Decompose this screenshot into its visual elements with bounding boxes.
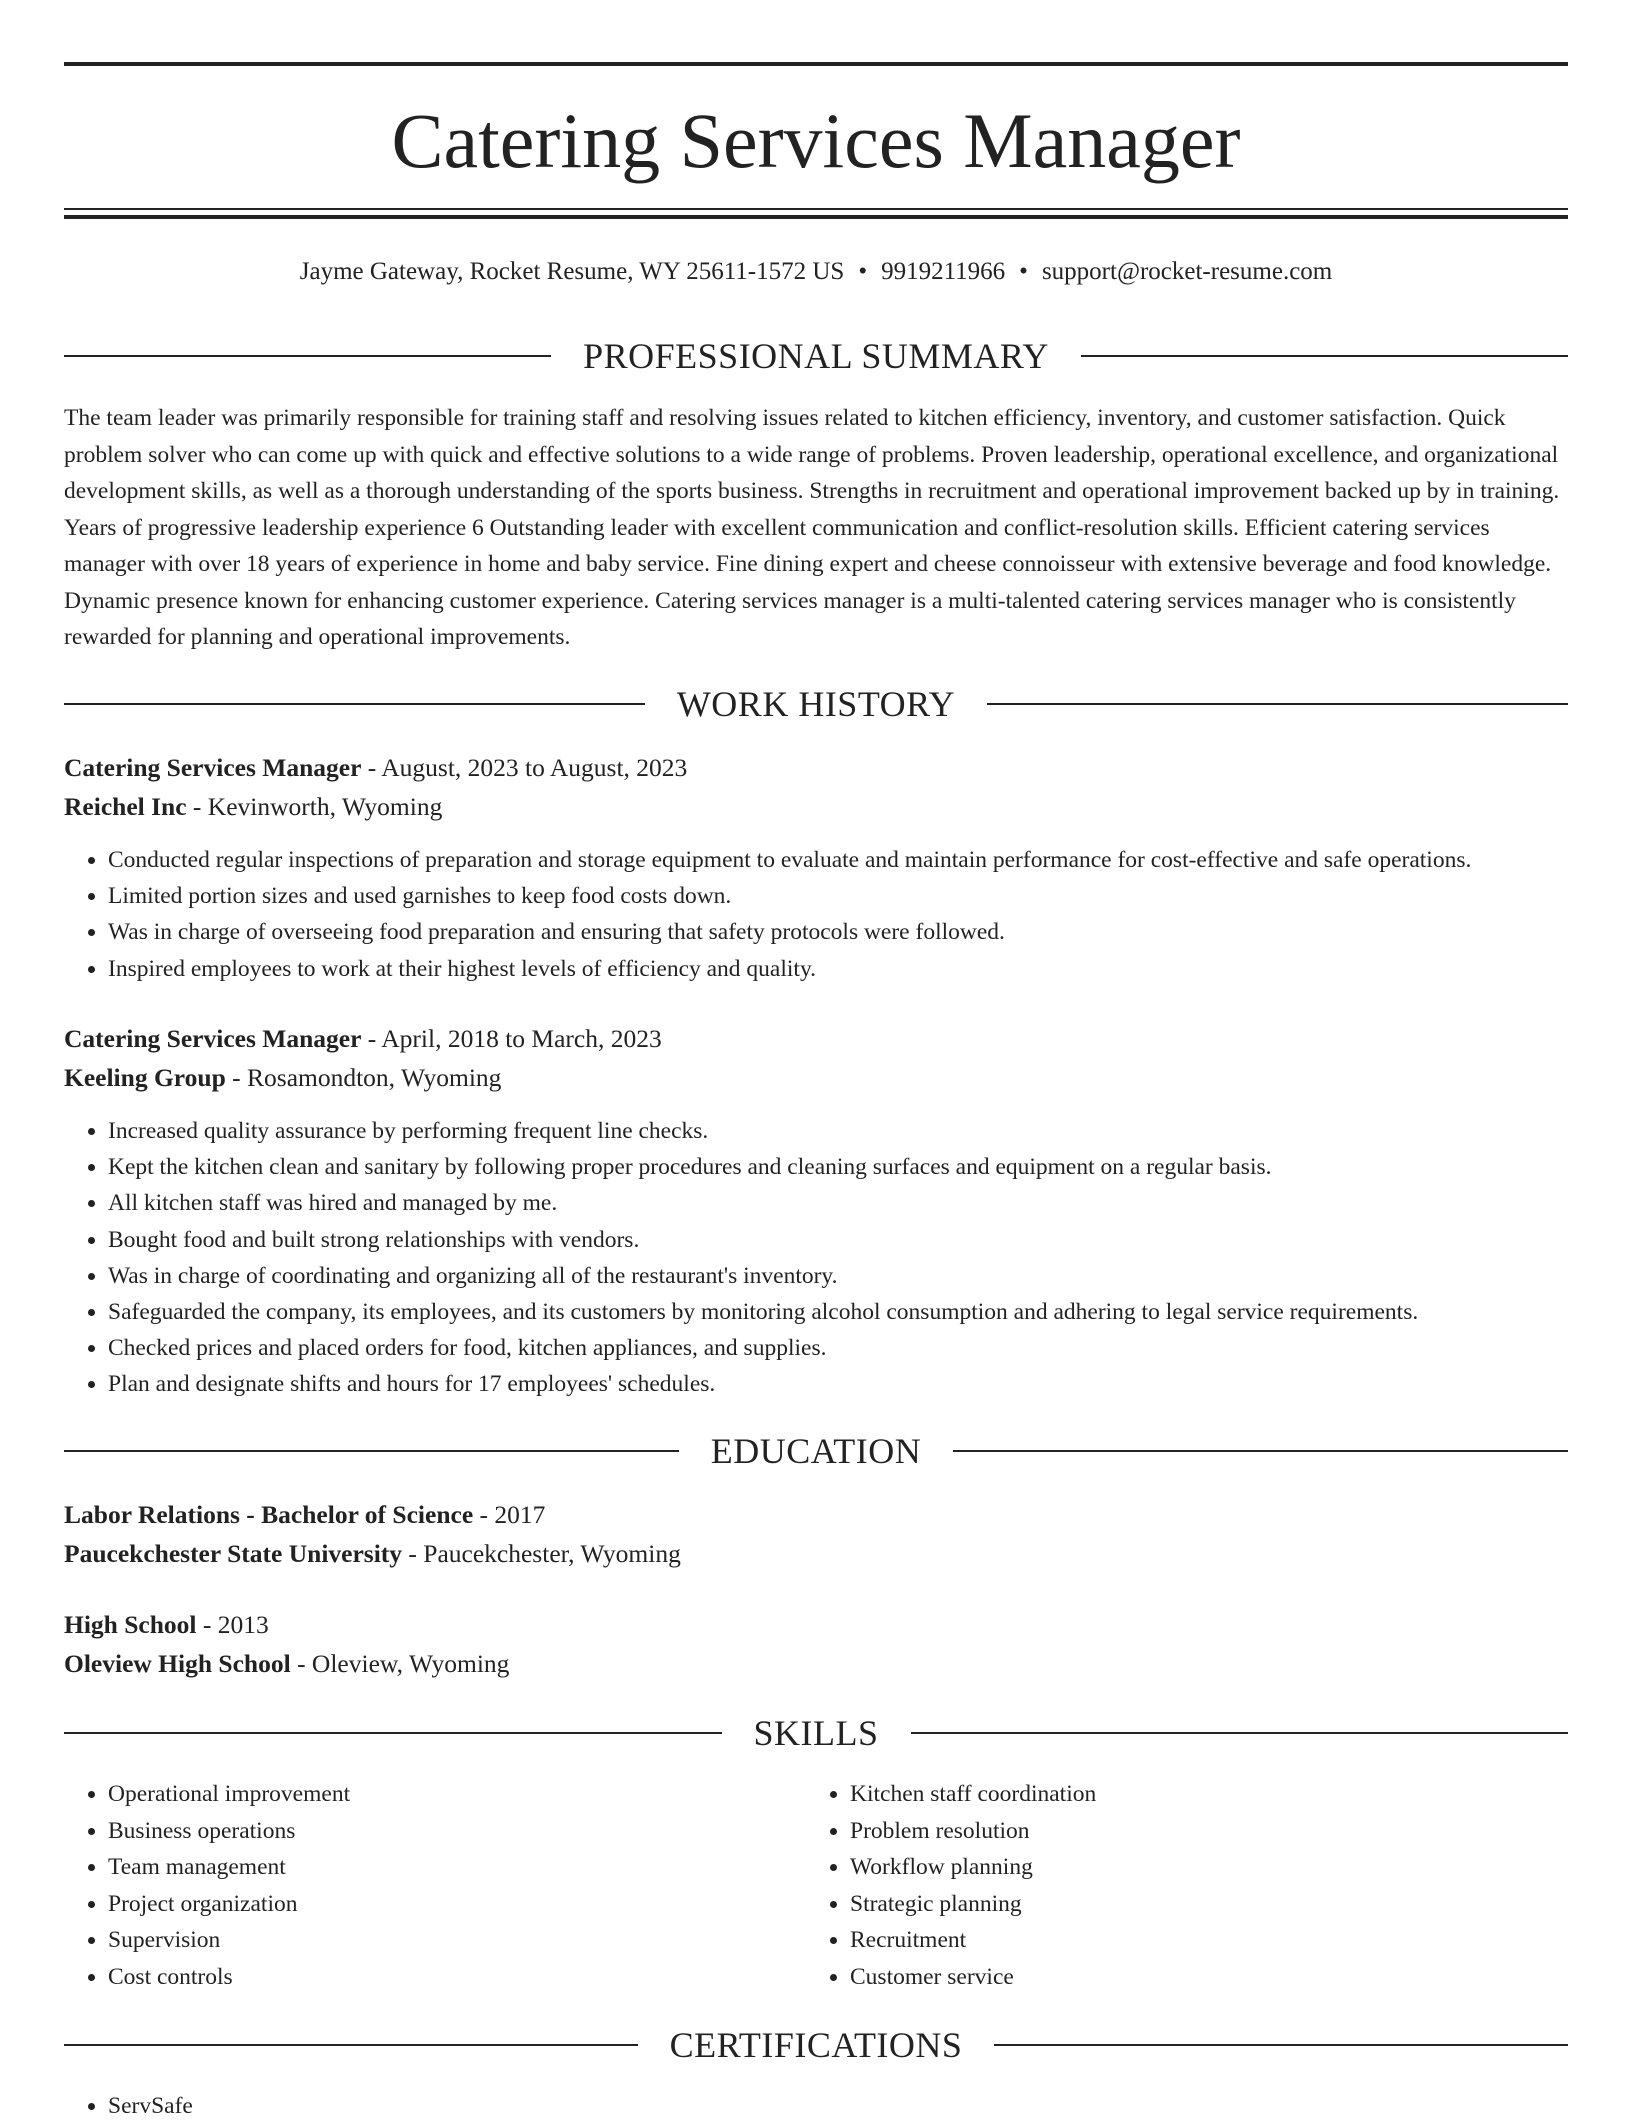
job-company: Reichel Inc	[64, 792, 187, 821]
list-item: • Recruitment	[850, 1922, 1548, 1959]
section-heading-education	[64, 1429, 1568, 1473]
contact-line	[64, 254, 1568, 290]
job-bullets	[64, 1113, 1568, 1403]
school-location: - Paucekchester, Wyoming	[402, 1539, 681, 1568]
degree-line	[64, 1495, 1568, 1534]
job-title-line	[64, 748, 1568, 787]
degree: Labor Relations - Bachelor of Science	[64, 1500, 474, 1529]
list-item: • Kitchen staff coordination	[850, 1776, 1548, 1813]
list-item: • Conducted regular inspections of preparation and storage equipment to evaluate and maintain performance for cost-effective and safe operations.	[108, 842, 1568, 878]
skills-column-left	[64, 1776, 806, 1995]
list-item: • All kitchen staff was hired and managed by me.	[108, 1185, 1568, 1221]
job-title: Catering Services Manager	[64, 1024, 362, 1053]
list-item: • Plan and designate shifts and hours for 17 employees' schedules.	[108, 1366, 1568, 1402]
list-item: • Checked prices and placed orders for food, kitchen appliances, and supplies.	[108, 1330, 1568, 1366]
section-heading-work	[64, 682, 1568, 726]
section-heading-certifications	[64, 2023, 1568, 2067]
header-bottom-rule-thick	[64, 215, 1568, 219]
work-entry-2	[64, 1019, 1568, 1403]
job-company-line	[64, 1058, 1568, 1097]
skills-grid	[64, 1776, 1568, 1995]
page-title: Catering Services Manager	[391, 97, 1241, 184]
skills-list	[806, 1776, 1548, 1995]
contact-address: Jayme Gateway, Rocket Resume, WY 25611-1572 US	[299, 258, 845, 285]
degree-year: - 2017	[473, 1500, 546, 1529]
heading-rule	[911, 1732, 1569, 1734]
list-item: • Business operations	[108, 1813, 806, 1850]
heading-rule	[64, 2044, 638, 2046]
school-line	[64, 1644, 1568, 1683]
list-item: • ServSafe	[108, 2088, 1568, 2124]
skills-list	[64, 1776, 806, 1995]
section-heading-label: SKILLS	[753, 1713, 879, 1753]
list-item: • Workflow planning	[850, 1849, 1548, 1886]
contact-separator: •	[1019, 258, 1028, 285]
header-top-rule	[64, 62, 1568, 66]
list-item: • Increased quality assurance by performing frequent line checks.	[108, 1113, 1568, 1149]
header-bottom-rule-thin	[64, 208, 1568, 210]
list-item: • Strategic planning	[850, 1886, 1548, 1923]
job-company: Keeling Group	[64, 1063, 226, 1092]
section-heading-skills	[64, 1711, 1568, 1755]
heading-rule	[994, 2044, 1568, 2046]
list-item: • Problem resolution	[850, 1813, 1548, 1850]
heading-rule	[64, 703, 645, 705]
job-dates: - August, 2023 to August, 2023	[361, 753, 688, 782]
section-heading-summary	[64, 334, 1568, 378]
education-entry-1	[64, 1495, 1568, 1573]
job-title-line	[64, 1019, 1568, 1058]
school: Paucekchester State University	[64, 1539, 403, 1568]
section-heading-label: WORK HISTORY	[676, 684, 956, 724]
list-item: • Was in charge of coordinating and organizing all of the restaurant's inventory.	[108, 1258, 1568, 1294]
section-heading-label: CERTIFICATIONS	[669, 2025, 963, 2065]
list-item: • Bought food and built strong relationships with vendors.	[108, 1222, 1568, 1258]
list-item: • Team management	[108, 1849, 806, 1886]
education-entry-2	[64, 1605, 1568, 1683]
contact-separator: •	[858, 258, 868, 285]
job-company-line	[64, 787, 1568, 826]
list-item: • Limited portion sizes and used garnishes to keep food costs down.	[108, 878, 1568, 914]
list-item: • Operational improvement	[108, 1776, 806, 1813]
heading-rule	[953, 1450, 1568, 1452]
summary-text: The team leader was primarily responsible for training staff and resolving issues related to kitchen efficiency, inventory, and customer satisfaction. Quick problem solver who can come up with quick and effective solutions to a wide range of problems. Proven leadership, operational excellence, and organizational development skills, as well as a thorough understanding of the sports business. Strengths in recruitment and operational improvement backed up by in training. Years of progressive leadership experience 6 Outstanding leader with excellent communication and conflict-resolution skills. Efficient catering services manager with over 18 years of experience in home and baby service. Fine dining expert and cheese connoisseur with extensive beverage and food knowledge. Dynamic presence known for enhancing customer experience. Catering services manager is a multi-talented catering services manager who is consistently rewarded for planning and operational improvements.	[64, 405, 1560, 650]
degree-year: - 2013	[196, 1610, 269, 1639]
list-item: • Cost controls	[108, 1959, 806, 1996]
job-location: - Kevinworth, Wyoming	[186, 792, 443, 821]
degree: High School	[64, 1610, 197, 1639]
school-location: - Oleview, Wyoming	[290, 1649, 510, 1678]
contact-email[interactable]: support@rocket-resume.com	[1041, 258, 1333, 285]
list-item: • Project organization	[108, 1886, 806, 1923]
list-item: • Supervision	[108, 1922, 806, 1959]
job-dates: - April, 2018 to March, 2023	[361, 1024, 662, 1053]
heading-rule	[64, 1732, 722, 1734]
list-item: • Was in charge of overseeing food preparation and ensuring that safety protocols were followed.	[108, 914, 1568, 950]
job-bullets	[64, 842, 1568, 987]
job-location: - Rosamondton, Wyoming	[225, 1063, 502, 1092]
school-line	[64, 1534, 1568, 1573]
heading-rule	[1081, 355, 1568, 357]
contact-phone: 9919211966	[881, 258, 1006, 285]
section-heading-label: EDUCATION	[710, 1431, 922, 1471]
skills-column-right	[806, 1776, 1548, 1995]
section-heading-label: PROFESSIONAL SUMMARY	[583, 336, 1049, 376]
certifications-list	[64, 2088, 1568, 2124]
list-item: • Customer service	[850, 1959, 1548, 1996]
heading-rule	[64, 1450, 679, 1452]
school: Oleview High School	[64, 1649, 291, 1678]
list-item: • Kept the kitchen clean and sanitary by following proper procedures and cleaning surfaces and equipment on a regular basis.	[108, 1149, 1568, 1185]
job-title: Catering Services Manager	[64, 753, 362, 782]
degree-line	[64, 1605, 1568, 1644]
list-item: • Safeguarded the company, its employees, and its customers by monitoring alcohol consumption and adhering to legal service requirements.	[108, 1294, 1568, 1330]
work-entry-1	[64, 748, 1568, 987]
list-item: • Inspired employees to work at their highest levels of efficiency and quality.	[108, 951, 1568, 987]
heading-rule	[987, 703, 1568, 705]
heading-rule	[64, 355, 551, 357]
certifications-list-wrap	[64, 2088, 1568, 2124]
